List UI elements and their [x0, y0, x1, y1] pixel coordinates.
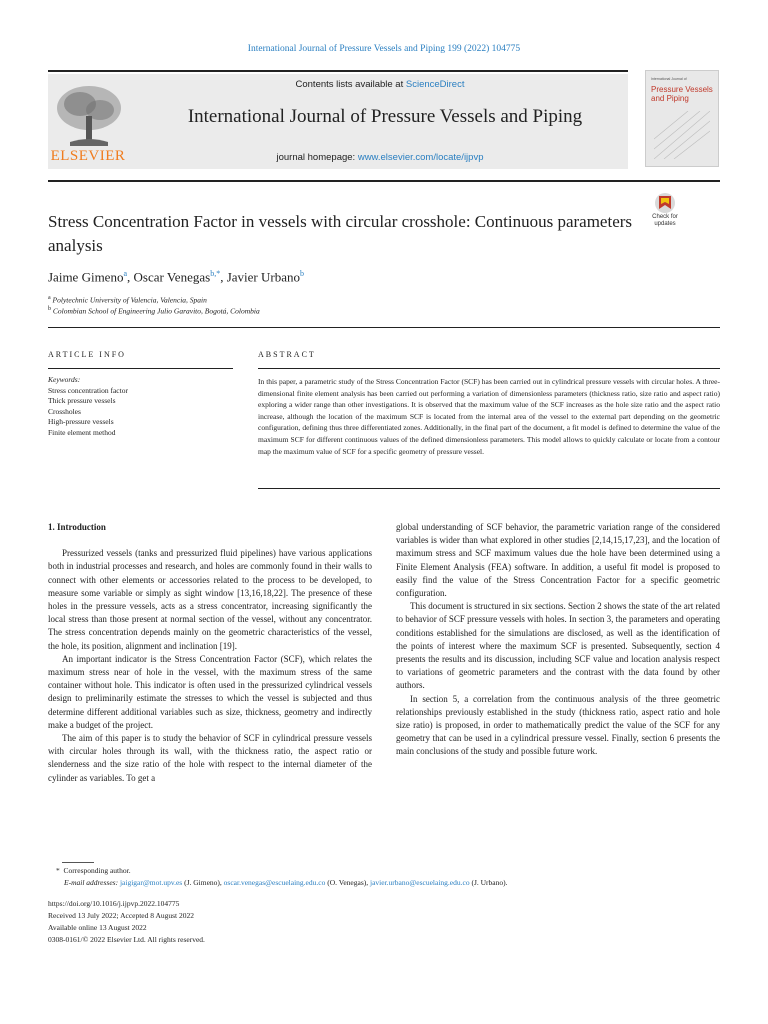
article-title: Stress Concentration Factor in vessels with circular crosshole: Continuous parameters analysis: [48, 212, 633, 255]
author-name[interactable]: Oscar Venegas: [133, 269, 211, 285]
section-title: 1. Introduction: [48, 522, 106, 532]
paragraph: global understanding of SCF behavior, the parametric variation range of the considered variables is wider than what explored in other studies [2,14,15,17,23], and the location of maximum stress and SCF maximum values due the hole have been determined using a Finite Element Analysis (FEA) software. In addition, a useful fit model is proposed to easily find the value of the Stress Concentration Factor for a specific geometric configuration.: [396, 522, 720, 599]
corresponding-footnote: [56, 866, 131, 876]
copyright: 0308-0161/© 2022 Elsevier Ltd. All rights reserved.: [48, 935, 205, 944]
email-footnote: [64, 878, 508, 888]
corresponding-text: Corresponding author.: [63, 866, 131, 875]
author-list: Jaime Gimeno$^a$, Oscar Venegas$^{b,*}$, Javier Urbano$^b$: [48, 269, 304, 285]
check-for-updates-label[interactable]: Check for updates: [652, 214, 678, 227]
journal-title: International Journal of Pressure Vessels and Piping: [187, 106, 583, 127]
author-name[interactable]: Jaime Gimeno: [48, 269, 124, 285]
cover-title: Pressure Vessels and Piping: [651, 85, 713, 103]
affiliation-text: Polytechnic University of Valencia, Valencia, Spain: [52, 295, 207, 305]
paragraph: Pressurized vessels (tanks and pressurized fluid pipelines) have various applications both in industrial processes and research, and holes are commonly found in their walls to connect with other elements or accessories related to the process to be developed, to measure some variable or simply as sight window [13,16,18,22]. The presence of these holes in the pressure vessels, acts as a stress concentrator, increasing significantly the local stress than those present at normal section of the vessel, without any concentrator. The stress concentration depends mainly on the geometric characteristics of the vessel, the hole, its position, alignment and inclination [19].: [48, 548, 372, 651]
email-link[interactable]: javier.urbano@escuelaing.edu.co: [370, 878, 470, 887]
article-info-heading: ARTICLE INFO: [48, 350, 126, 359]
email-link[interactable]: oscar.venegas@escuelaing.edu.co: [223, 878, 326, 887]
doi-link[interactable]: https://doi.org/10.1016/j.ijpvp.2022.104775: [48, 899, 180, 908]
author-name[interactable]: Javier Urbano: [226, 269, 300, 285]
email-link[interactable]: jaigigar@mot.upv.es: [119, 878, 183, 887]
journal-homepage-link[interactable]: www.elsevier.com/locate/ijpvp: [357, 152, 484, 163]
author-affiliation-mark[interactable]: b: [299, 269, 304, 278]
abstract-heading: ABSTRACT: [258, 350, 316, 359]
paragraph: The aim of this paper is to study the behavior of SCF in cylindrical pressure vessels with circular holes through its wall, with the thickness ratio, the aspect ratio or slenderness and the size ratio of the hole with respect to the internal diameter of the cylinder as variables. To get a: [48, 733, 372, 783]
homepage-line: [130, 152, 630, 163]
email-label: E-mail addresses:: [64, 878, 119, 887]
email-owner: (O. Venegas),: [327, 878, 369, 887]
header-top-rule: [48, 70, 628, 72]
cover-subtitle: International Journal of: [651, 77, 687, 81]
cover-pattern-icon: [654, 111, 710, 159]
affiliation-mark: a: [48, 295, 51, 301]
affiliation-text: Colombian School of Engineering Julio Garavito, Bogotá, Colombia: [52, 306, 260, 316]
keyword: High-pressure vessels: [48, 417, 114, 426]
email-owner: (J. Gimeno),: [184, 878, 222, 887]
section-divider: [48, 327, 720, 328]
keyword: Crossholes: [48, 406, 81, 416]
article-info-rule: [48, 368, 233, 369]
footnote-mark: *: [56, 866, 60, 875]
author-affiliation-mark[interactable]: b,*: [210, 269, 221, 278]
contents-line: [130, 79, 630, 90]
affiliation-mark: b: [48, 306, 51, 312]
received-date: Received 13 July 2022; Accepted 8 August 2022: [48, 911, 195, 920]
journal-citation-link[interactable]: International Journal of Pressure Vessels and Piping 199 (2022) 104775: [247, 44, 521, 54]
sciencedirect-link[interactable]: ScienceDirect: [405, 79, 465, 90]
left-column: [48, 521, 372, 785]
contents-prefix: Contents lists available at: [295, 79, 406, 90]
keyword: Finite element method: [48, 427, 116, 437]
paragraph: An important indicator is the Stress Concentration Factor (SCF), which relates the maximum stress near of hole in the vessel, with the maximum stress of the same container without hole. This indicator is often used in the pressurized cylindrical vessels design to preliminarily estimate the stresses to which the vessel is subjected and thus determine different additional variables such as size, thickness, geometry and indirectly make a budget of the project.: [48, 653, 372, 730]
affiliation: [48, 295, 207, 305]
paragraph: In section 5, a correlation from the continuous analysis of the three geometric relationships previously established in the study (thickness ratio, aspect ratio and hole size ratio) is proposed, in order to mathematically predict the value of the SCF for any geometry that can be used in a cylindrical pressure vessel. Finally, section 6 presents the main conclusions of the study and possible future work.: [396, 693, 720, 757]
right-column: [396, 521, 720, 759]
author-affiliation-mark[interactable]: a: [123, 269, 128, 278]
journal-cover-thumbnail[interactable]: [645, 70, 719, 167]
header-bottom-rule: [48, 180, 720, 182]
abstract-bottom-rule: [258, 488, 720, 489]
keywords-label: Keywords:: [48, 375, 81, 384]
abstract-text: In this paper, a parametric study of the Stress Concentration Factor (SCF) has been carried out in cylindrical pressure vessels with circular holes. A three-dimensional finite element analysis has been carried out performing a variation of dimensionless parameters (thickness ratio, size ratio and aspect ratio) exploring a wider range than other investigations. It is observed that the maximum value of the SCF increases as the hole size ratio and the aspect ratio increase, although the location of the maximum SCF is located from the internal area of the vessel to the external part depending on the geometric configuration, defining thus three differentiated zones. Additionally, in the final part of the document, a fit model is defined to determine the value of the maximum SCF for different continuous values of the defined dimensionless parameters. This model allows to quickly calculate or locate from a contour map the maximum value of SCF for a specific geometry of pressure vessel.: [258, 377, 720, 456]
paragraph: This document is structured in six sections. Section 2 shows the state of the art related to behavior of SCF pressure vessels with holes. In section 3, the parameters and operating conditions established for the simulations are disclosed, as well as the identification of the points of interest where the maximum SCF is presented. Subsequently, section 4 presents the results and its discussion, including SCF value and location analysis respect to variations of geometric parameters and the contrast with the data found by other authors.: [396, 601, 720, 691]
keywords-list: [48, 375, 128, 438]
email-owner: (J. Urbano).: [471, 878, 508, 887]
keyword: Thick pressure vessels: [48, 396, 116, 405]
abstract-rule: [258, 368, 720, 369]
keyword: Stress concentration factor: [48, 385, 128, 395]
homepage-prefix: journal homepage:: [276, 152, 358, 163]
affiliation: [48, 306, 260, 316]
online-date: Available online 13 August 2022: [48, 923, 147, 932]
publisher-name: ELSEVIER: [50, 148, 126, 164]
footnote-rule: [62, 862, 94, 863]
